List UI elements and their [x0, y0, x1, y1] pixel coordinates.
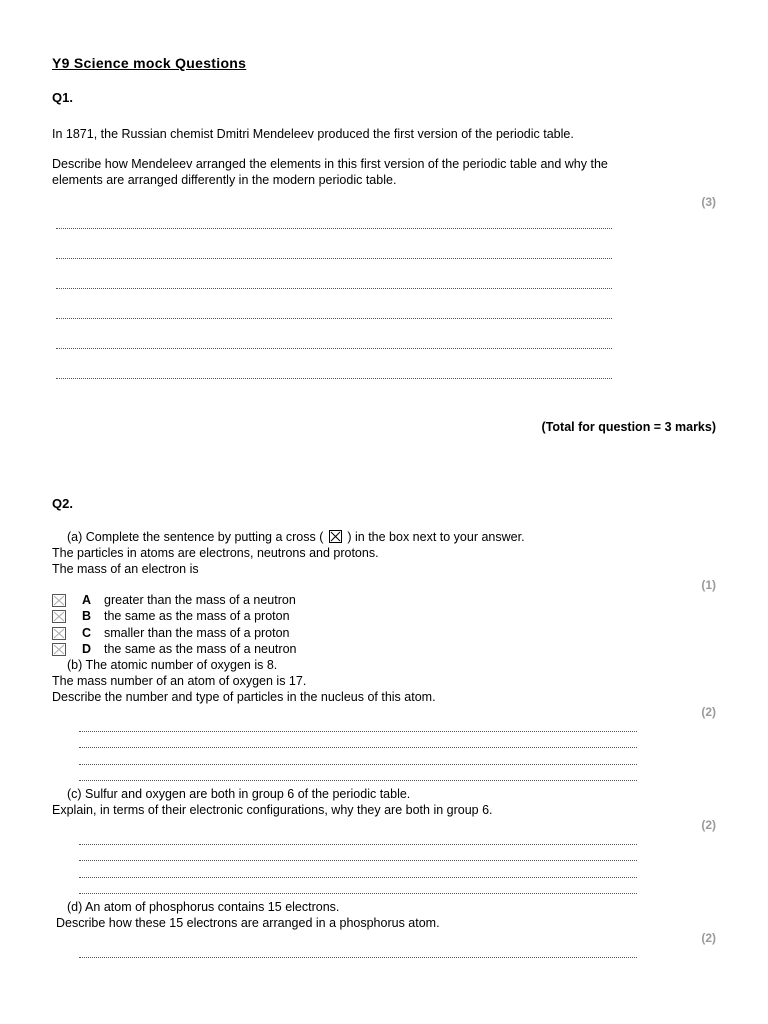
q2c-line1: (c) Sulfur and oxygen are both in group 6 of the periodic table. [67, 787, 411, 801]
q2d-answer-line[interactable] [79, 957, 637, 958]
question-1-label: Q1. [52, 90, 73, 105]
answer-option-a[interactable] [52, 592, 296, 608]
q2b-answer-line[interactable] [79, 747, 637, 748]
answer-checkbox[interactable] [52, 627, 66, 640]
q2c-answer-line[interactable] [79, 877, 637, 878]
q2c-line2: Explain, in terms of their electronic configurations, why they are both in group 6. [52, 803, 493, 817]
q1-answer-line[interactable] [56, 228, 612, 229]
q2d-line1: (d) An atom of phosphorus contains 15 electrons. [67, 900, 340, 914]
q1-answer-line[interactable] [56, 348, 612, 349]
option-letter: C [82, 626, 92, 640]
q2c-marks: (2) [701, 818, 716, 832]
q2b-line2: The mass number of an atom of oxygen is 17. [52, 674, 307, 688]
answer-checkbox[interactable] [52, 643, 66, 656]
option-letter: A [82, 593, 92, 607]
q1-total-marks: (Total for question = 3 marks) [541, 420, 716, 434]
option-letter: D [82, 642, 92, 656]
answer-option-b[interactable] [52, 608, 290, 624]
q2a-marks: (1) [701, 578, 716, 592]
answer-option-d[interactable] [52, 641, 296, 657]
q1-intro: In 1871, the Russian chemist Dmitri Mendeleev produced the first version of the periodic table. [52, 127, 574, 141]
q1-answer-line[interactable] [56, 288, 612, 289]
q2b-answer-line[interactable] [79, 764, 637, 765]
q1-answer-line[interactable] [56, 378, 612, 379]
q1-marks: (3) [701, 195, 716, 209]
q2a-instruction-end: ) in the box next to your answer. [347, 530, 525, 544]
q1-answer-line[interactable] [56, 318, 612, 319]
q2d-marks: (2) [701, 931, 716, 945]
q2c-answer-line[interactable] [79, 860, 637, 861]
crossed-box-icon [329, 530, 342, 543]
question-2-label: Q2. [52, 496, 73, 511]
answer-option-c[interactable] [52, 625, 290, 641]
q2b-line1: (b) The atomic number of oxygen is 8. [67, 658, 278, 672]
option-letter: B [82, 609, 92, 623]
option-text: the same as the mass of a proton [104, 609, 290, 623]
q2b-answer-line[interactable] [79, 731, 637, 732]
q2b-marks: (2) [701, 705, 716, 719]
q1-prompt-line1: Describe how Mendeleev arranged the elements in this first version of the periodic table and why the [52, 157, 608, 171]
answer-checkbox[interactable] [52, 594, 66, 607]
q1-prompt-line2: elements are arranged differently in the modern periodic table. [52, 173, 397, 187]
q2a-instruction-start: (a) Complete the sentence by putting a cross ( [67, 530, 324, 544]
option-text: the same as the mass of a neutron [104, 642, 297, 656]
q2d-line2: Describe how these 15 electrons are arranged in a phosphorus atom. [56, 916, 440, 930]
answer-checkbox[interactable] [52, 610, 66, 623]
q2c-answer-line[interactable] [79, 844, 637, 845]
q2a-instruction [67, 529, 525, 545]
q2c-answer-line[interactable] [79, 893, 637, 894]
q2b-answer-line[interactable] [79, 780, 637, 781]
q2a-line3: The mass of an electron is [52, 562, 199, 576]
q2a-line2: The particles in atoms are electrons, neutrons and protons. [52, 546, 379, 560]
option-text: greater than the mass of a neutron [104, 593, 296, 607]
page-title: Y9 Science mock Questions [52, 55, 247, 71]
q1-answer-line[interactable] [56, 258, 612, 259]
q2b-line3: Describe the number and type of particles in the nucleus of this atom. [52, 690, 436, 704]
option-text: smaller than the mass of a proton [104, 626, 290, 640]
